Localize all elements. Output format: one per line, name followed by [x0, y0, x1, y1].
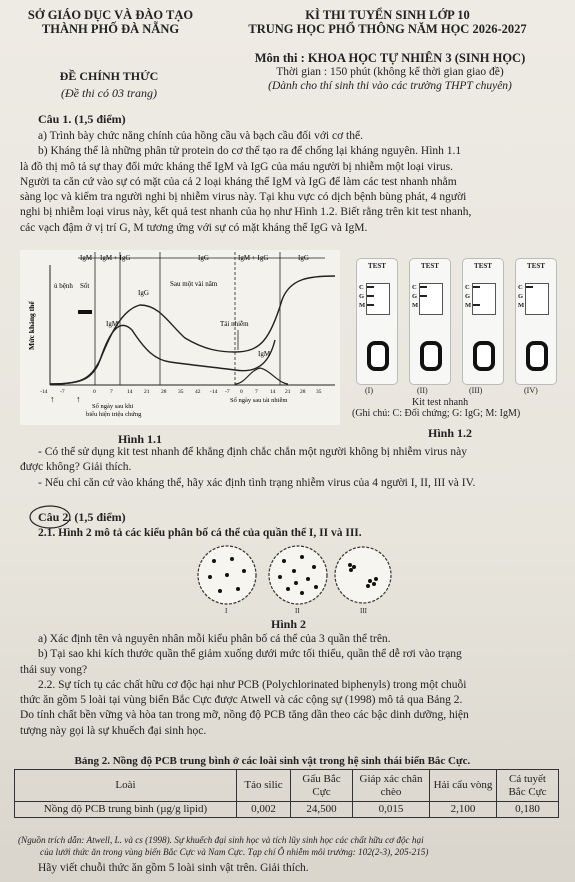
official-label: ĐỀ CHÍNH THỨC [59, 69, 159, 83]
table-header-cell: Tảo silic [237, 770, 291, 802]
figure-1-1-caption: Hình 1.1 [118, 432, 163, 446]
band-label-igm-igg-2: IgM + IgG [238, 254, 269, 262]
source-line: (Nguồn trích dẫn: Atwell, L. và cs (1998). Sự khuếch đại sinh học và tích lũy sinh học các chất hữu cơ độc hại [18, 835, 424, 845]
test-kit-4 [515, 258, 557, 385]
source-line: của lưới thức ăn trong vùng biển Bắc Cực và Nam Cực. Tạp chí Ô nhiễm môi trường: 102(2-3), 205-215) [40, 847, 429, 857]
pop-label-3: III [360, 607, 367, 615]
exam-title: KÌ THI TUYỂN SINH LỚP 10 [305, 8, 470, 22]
audience-line: (Dành cho thí sinh thi vào các trường THPT chuyên) [268, 80, 512, 92]
table-cell: 24,500 [291, 802, 353, 818]
kit-note: (Ghi chú: C: Đối chứng; G: IgG; M: IgM) [352, 408, 521, 419]
table-cell: 0,180 [497, 802, 559, 818]
q1-question-line: - Nếu chỉ căn cứ vào kháng thể, hãy xác định tình trạng nhiễm virus của 4 người I, II, III và IV. [38, 476, 476, 489]
svg-text:7: 7 [110, 389, 113, 395]
table-header-cell: Giáp xác chân chèo [353, 770, 430, 802]
table-header-cell: Cá tuyết Bắc Cực [497, 770, 559, 802]
kit-caption: Kit test nhanh [412, 397, 469, 408]
table-cell: 0,015 [353, 802, 430, 818]
department-name: SỞ GIÁO DỤC VÀ ĐÀO TẠO [27, 8, 194, 22]
q1-part-b-line: nghi bị nhiễm loại virus này, kết quả test nhanh của họ như Hình 1.2. Biết rằng trên kit test nhanh, [20, 206, 472, 219]
table-header-cell: Loài [15, 770, 237, 802]
kit-label-2: (II) [417, 386, 428, 395]
header-left [18, 8, 203, 36]
q2-2-line: Do tính chất bền vững và hòa tan trong mỡ, nồng độ PCB tăng dần theo các bậc dinh dưỡng, hiện [20, 709, 469, 722]
pop-label-2: II [295, 607, 300, 615]
q1-title: Câu 1. (1,5 điểm) [38, 112, 126, 126]
svg-text:-14: -14 [40, 389, 48, 395]
test-kit-2 [409, 258, 451, 385]
svg-text:-14: -14 [210, 389, 218, 395]
svg-text:42: 42 [195, 389, 201, 395]
table-cell: 2,100 [430, 802, 497, 818]
q2-1-intro: 2.1. Hình 2 mô tả các kiểu phân bố cá thể của quần thể I, II và III. [38, 527, 362, 539]
svg-text:35: 35 [178, 389, 184, 395]
pop-label-1: I [225, 607, 228, 615]
q2-title: Câu 2. (1,5 điểm) [38, 510, 126, 524]
kit-label-4: (IV) [524, 386, 538, 395]
svg-text:-7: -7 [60, 389, 65, 395]
q1-part-b-line: các vạch đậm ở vị trí G, M tương ứng với sự có mặt kháng thể IgG và IgM. [20, 221, 368, 234]
q1-question-line: được không? Giải thích. [20, 461, 132, 474]
q1-question-line: - Có thể sử dụng kit test nhanh để khẳng định chắc chắn một người không bị nhiễm virus này [38, 446, 467, 458]
test-kit-1 [356, 258, 398, 385]
subject-line: Môn thi : KHOA HỌC TỰ NHIÊN 3 (SINH HỌC) [254, 51, 526, 65]
svg-text:7: 7 [255, 389, 258, 395]
kit-letters: C G M [518, 284, 525, 309]
fever-label: Sốt [80, 282, 90, 290]
svg-text:↑: ↑ [50, 394, 55, 404]
q2-part-a: a) Xác định tên và nguyên nhân mỗi kiểu phân bố cá thể của 3 quần thể trên. [38, 633, 391, 645]
svg-text:14: 14 [270, 389, 276, 395]
kit-letters: C G M [465, 284, 472, 309]
final-question: Hãy viết chuỗi thức ăn gồm 5 loài sinh vật trên. Giải thích. [38, 862, 309, 874]
incubation-label: ủ bệnh [54, 282, 73, 290]
kit-label-3: (III) [469, 386, 483, 395]
svg-text:35: 35 [316, 389, 322, 395]
kit-test-label: TEST [368, 262, 386, 270]
test-kit-3 [462, 258, 504, 385]
kit-label-1: (I) [365, 386, 373, 395]
q1-part-b-line: sàng lọc và kiểm tra người nghi bị nhiễm virus này. Tại khu vực có dịch bệnh bùng phát, 4 người [20, 191, 467, 204]
igg-curve-label: IgG [138, 289, 149, 297]
table-row-label: Nồng độ PCB trung bình (µg/g lipid) [15, 802, 237, 818]
figure-2-caption: Hình 2 [271, 617, 307, 631]
igm-curve-label: IgM [106, 320, 119, 328]
svg-text:21: 21 [285, 389, 291, 395]
page-count: (Đề thi có 03 trang) [61, 86, 157, 100]
band-label-igm: IgM [80, 254, 93, 262]
table-header-cell: Gấu Bắc Cực [291, 770, 353, 802]
header-right [205, 8, 570, 36]
band-label-igg: IgG [198, 254, 209, 262]
pcb-table [14, 754, 559, 818]
figure-1-1-graph [20, 250, 340, 425]
band-label-igg-2: IgG [298, 254, 309, 262]
source-citation [18, 834, 563, 858]
q2-part-b-line: b) Tại sao khi kích thước quần thể giảm xuống dưới mức tối thiểu, quần thể dễ rơi vào trạng [38, 648, 462, 661]
time-line: Thời gian : 150 phút (không kể thời gian giao đề) [276, 66, 504, 78]
figure-1-2-caption: Hình 1.2 [428, 426, 473, 440]
kit-test-label: TEST [474, 262, 492, 270]
table-header-cell: Hải cẩu vòng [430, 770, 497, 802]
q1-part-b-line: là đồ thị mô tả sự thay đổi mức kháng thể IgM và IgG của máu người bị nhiễm một loại virus. [20, 160, 453, 173]
svg-text:28: 28 [300, 389, 306, 395]
svg-text:-7: -7 [225, 389, 230, 395]
table-cell: 0,002 [237, 802, 291, 818]
kit-test-label: TEST [527, 262, 545, 270]
x-axis-label-2: Số ngày sau tái nhiễm [230, 397, 288, 404]
svg-text:↑: ↑ [76, 394, 81, 404]
q2-2-line: tượng này gọi là sự khuếch đại sinh học. [20, 724, 207, 737]
kit-test-label: TEST [421, 262, 439, 270]
q2-2-line: thức ăn gồm 5 loài tại vùng biển Bắc Cực được Atwell và các cộng sự (1998) mô tả qua Bảng 2. [20, 694, 463, 707]
x-axis-label-1b: biểu hiện triệu chứng [86, 411, 142, 418]
svg-text:0: 0 [240, 389, 243, 395]
svg-text:28: 28 [161, 389, 167, 395]
q1-part-b-line: b) Kháng thể là những phân tử protein do cơ thể tạo ra để chống lại kháng nguyên. Hình 1.1 [38, 145, 462, 158]
igm-curve-label-2: IgM [258, 350, 271, 358]
handwritten-circle [28, 503, 88, 529]
after-years-label: Sau một vài năm [170, 280, 218, 288]
figure-2-populations [190, 543, 395, 613]
svg-text:21: 21 [144, 389, 150, 395]
reinfection-label: Tái nhiễm [220, 320, 249, 328]
table-title: Bảng 2. Nồng độ PCB trung bình ở các loài sinh vật trong hệ sinh thái biển Bắc Cực. [74, 755, 471, 767]
x-axis-label-1a: Số ngày sau khi [92, 403, 134, 410]
kit-letters: C G M [412, 284, 419, 309]
kit-letters: C G M [359, 284, 366, 309]
city-name: THÀNH PHỐ ĐÀ NẴNG [41, 22, 180, 36]
band-label-igm-igg: IgM + IgG [100, 254, 131, 262]
svg-text:14: 14 [127, 389, 133, 395]
q1-part-a: a) Trình bày chức năng chính của hồng cầu và bạch cầu đối với cơ thể. [38, 130, 363, 142]
school-year: TRUNG HỌC PHỔ THÔNG NĂM HỌC 2026-2027 [248, 22, 527, 36]
svg-text:0: 0 [93, 389, 96, 395]
q1-part-b-line: Người ta căn cứ vào sự có mặt của cả 2 loại kháng thể IgM và IgG để làm các test nhanh nhằm [20, 175, 457, 188]
q2-2-line: 2.2. Sự tích tụ các chất hữu cơ độc hại như PCB (Polychlorinated biphenyls) trong một chuỗi [38, 678, 467, 691]
q2-part-b-line: thái suy vong? [20, 663, 88, 676]
y-axis-label: Mức kháng thể [27, 301, 36, 350]
